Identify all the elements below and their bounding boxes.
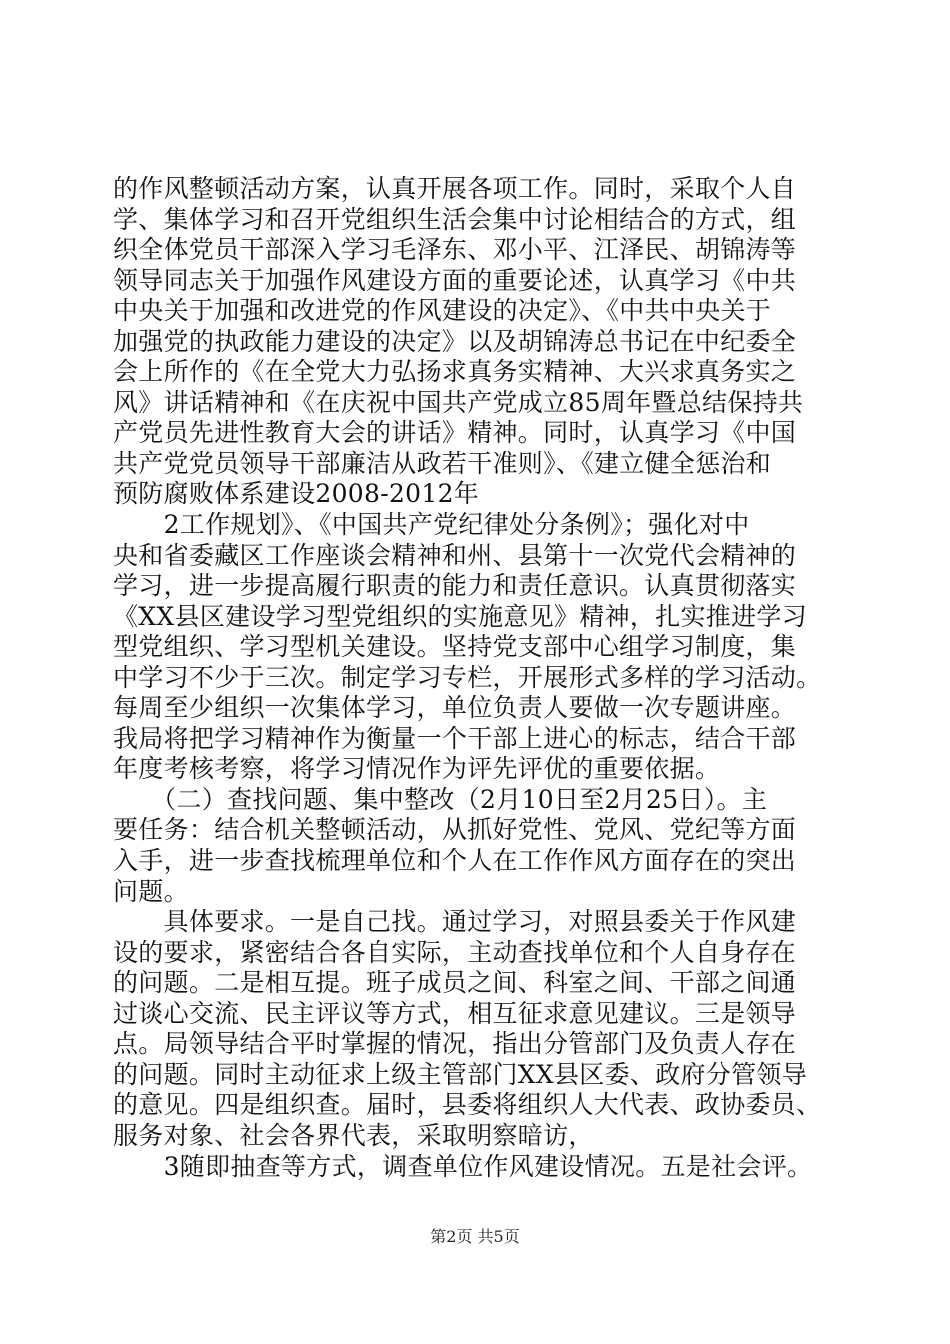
text-line: 年度考核考察，将学习情况作为评先评优的重要依据。 <box>113 754 721 784</box>
text-line: （二）查找问题、集中整改（2月10日至2月25日）。主 <box>113 784 768 814</box>
text-line: 设的要求，紧密结合各自实际，主动查找单位和个人自身存在 <box>113 937 797 967</box>
text-line: 学、集体学习和召开党组织生活会集中讨论相结合的方式，组 <box>113 204 797 234</box>
text-line: 中央关于加强和改进党的作风建设的决定》、《中共中央关于 <box>113 296 772 326</box>
text-line: 的问题。二是相互提。班子成员之间、科室之间、干部之间通 <box>113 968 797 998</box>
text-line: 央和省委藏区工作座谈会精神和州、县第十一次党代会精神的 <box>113 540 797 570</box>
text-line: 领导同志关于加强作风建设方面的重要论述，认真学习《中共 <box>113 265 797 295</box>
text-line: 《XX县区建设学习型党组织的实施意见》精神，扎实推进学习 <box>113 601 807 631</box>
document-body <box>113 174 845 1182</box>
text-line: 学习，进一步提高履行职责的能力和责任意识。认真贯彻落实 <box>113 571 797 601</box>
text-line: 共产党党员领导干部廉洁从政若干准则》、《建立健全惩治和 <box>113 448 772 478</box>
text-line: 织全体党员干部深入学习毛泽东、邓小平、江泽民、胡锦涛等 <box>113 235 797 265</box>
page-footer: 第2页 共5页 <box>430 1227 520 1246</box>
text-line: 入手，进一步查找梳理单位和个人在工作作风方面存在的突出 <box>113 846 797 876</box>
text-line: 每周至少组织一次集体学习，单位负责人要做一次专题讲座。 <box>113 693 797 723</box>
text-line: 加强党的执政能力建设的决定》以及胡锦涛总书记在中纪委全 <box>113 326 797 356</box>
text-line: 的意见。四是组织查。届时，县委将组织人大代表、政协委员、 <box>113 1090 822 1120</box>
text-line: 产党员先进性教育大会的讲话》精神。同时，认真学习《中国 <box>113 418 797 448</box>
text-line: 3随即抽查等方式，调查单位作风建设情况。五是社会评。 <box>113 1151 813 1181</box>
text-line: 的作风整顿活动方案，认真开展各项工作。同时，采取个人自 <box>113 174 797 203</box>
text-line: 中学习不少于三次。制定学习专栏，开展形式多样的学习活动。 <box>113 662 822 692</box>
text-line: 要任务：结合机关整顿活动，从抓好党性、党风、党纪等方面 <box>113 815 797 845</box>
text-line: 预防腐败体系建设2008-2012年 <box>113 479 480 509</box>
text-line: 会上所作的《在全党大力弘扬求真务实精神、大兴求真务实之 <box>113 357 797 387</box>
text-line: 的问题。同时主动征求上级主管部门XX县区委、政府分管领导 <box>113 1059 807 1089</box>
text-line: 问题。 <box>113 876 189 906</box>
text-line: 我局将把学习精神作为衡量一个干部上进心的标志，结合干部 <box>113 723 797 753</box>
text-line: 风》讲话精神和《在庆祝中国共产党成立85周年暨总结保持共 <box>113 387 804 417</box>
text-line: 过谈心交流、民主评议等方式，相互征求意见建议。三是领导 <box>113 998 797 1028</box>
text-line: 具体要求。一是自己找。通过学习，对照县委关于作风建 <box>113 907 797 937</box>
text-line: 服务对象、社会各界代表，采取明察暗访， <box>113 1120 594 1150</box>
text-line: 型党组织、学习型机关建设。坚持党支部中心组学习制度，集 <box>113 632 797 662</box>
text-line: 2工作规划》、《中国共产党纪律处分条例》；强化对中 <box>113 510 750 540</box>
text-line: 点。局领导结合平时掌握的情况，指出分管部门及负责人存在 <box>113 1029 797 1059</box>
